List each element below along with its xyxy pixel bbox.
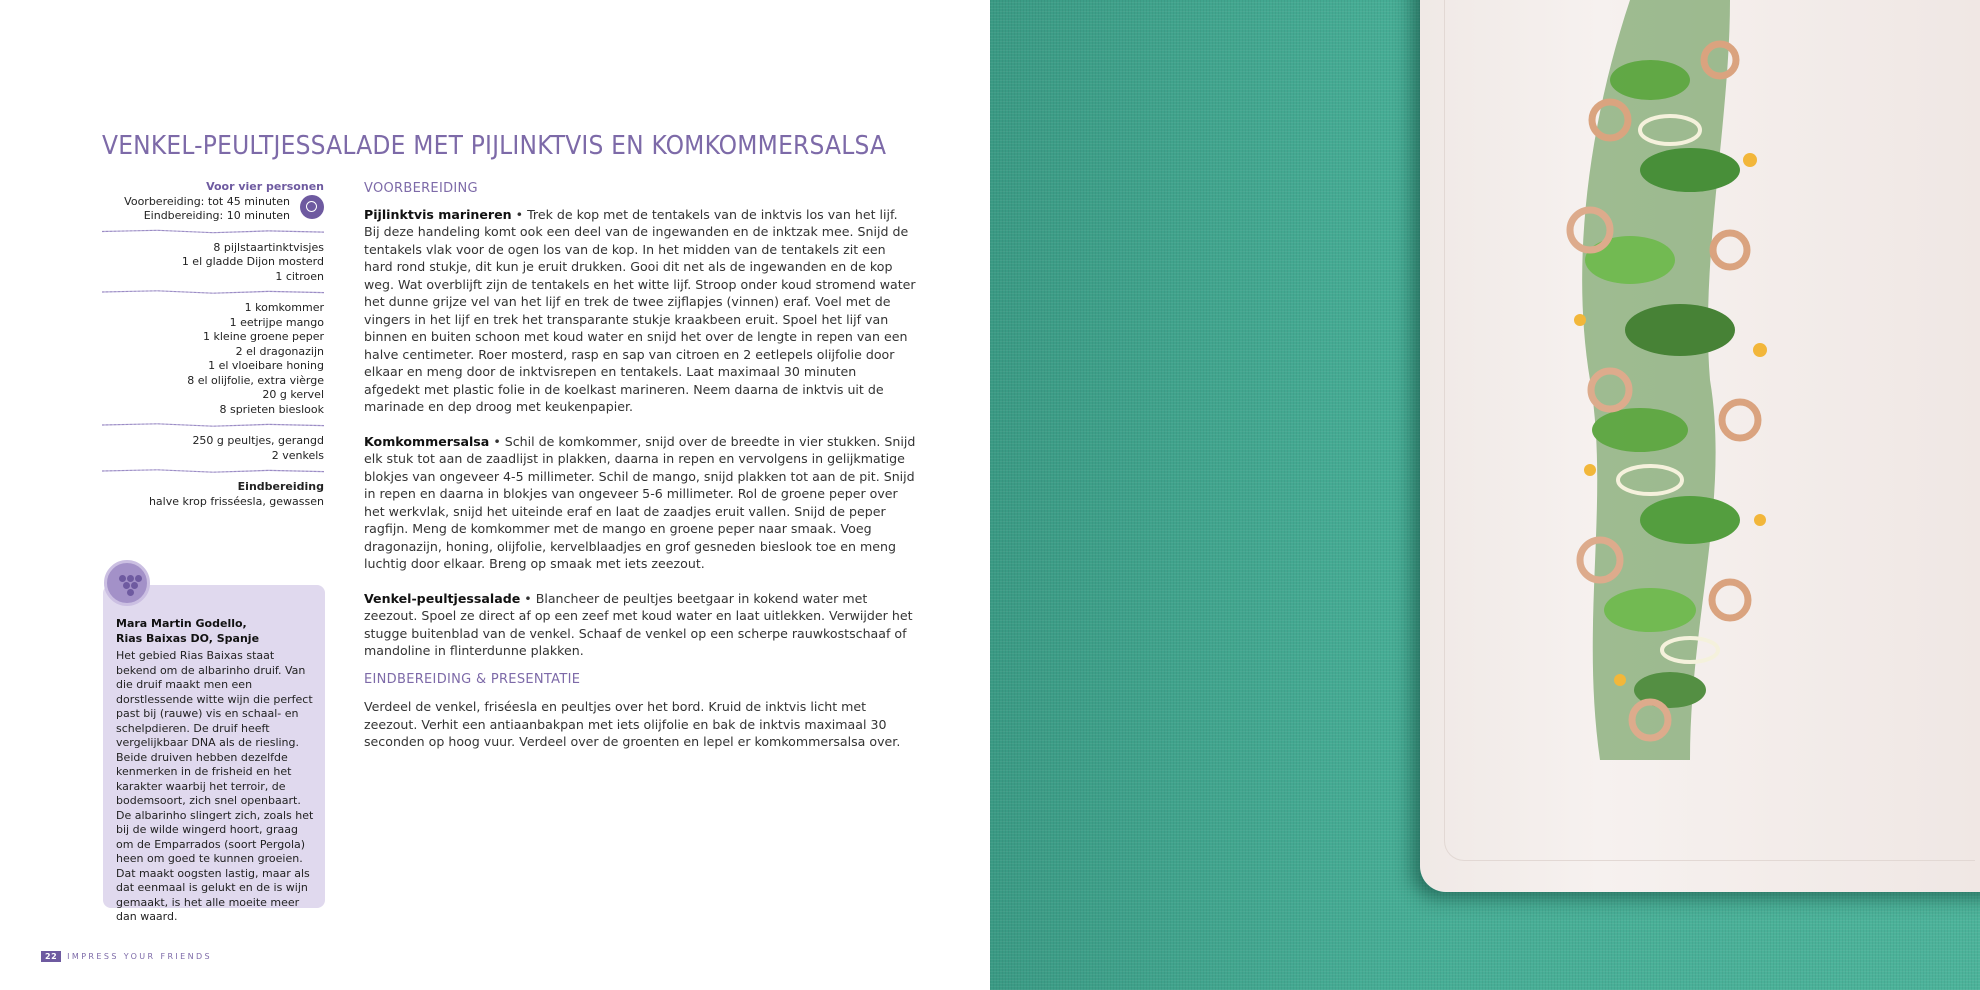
ingredient-item: 1 citroen bbox=[275, 269, 324, 283]
wine-description-2: De albarinho slingert zich, zoals het bij de wilde wingerd hoort, graag om de Emparrados (soort Pergola) heen om goed te kunnen groeien. Dat maakt oogsten lastig, maar als dat eenmaal is gelukt en de is wijn gemaakt, is het alle moeite meer dan waard. bbox=[116, 808, 314, 923]
ingredient-item: 8 sprieten bieslook bbox=[219, 402, 324, 416]
wine-name: Mara Martin Godello, bbox=[116, 617, 247, 630]
recipe-title: VENKEL-PEULTJESSALADE MET PIJLINKTVIS EN KOMKOMMERSALSA bbox=[102, 131, 887, 162]
ingredient-item: 1 el gladde Dijon mosterd bbox=[181, 255, 324, 268]
ingredient-item: halve krop frisséesla, gewassen bbox=[148, 494, 324, 508]
step-paragraph bbox=[364, 433, 916, 573]
step-text: • Blancheer de peultjes beetgaar in kokend water met zeezout. Spoel ze direct af op een zeef met koud water en laat uitlekken. Verwijder het stugge buitenblad van de venkel. Schaaf de venkel op een scherpe rauwkostschaaf of mandoline in flinterdunne plakken. bbox=[364, 590, 913, 658]
divider bbox=[102, 468, 324, 474]
page-footer bbox=[41, 951, 212, 962]
footer-label: IMPRESS YOUR FRIENDS bbox=[67, 952, 213, 961]
food-photo bbox=[990, 0, 1980, 990]
step-paragraph bbox=[364, 206, 916, 416]
step-title: Komkommersalsa bbox=[364, 433, 490, 449]
ingredient-item: 8 el olijfolie, extra vièrge bbox=[187, 373, 324, 387]
salad-illustration bbox=[990, 0, 1980, 990]
ingredient-group-3 bbox=[102, 434, 324, 463]
ingredients-column bbox=[102, 180, 324, 509]
ingredient-group-2 bbox=[102, 301, 324, 417]
servings-label: Voor vier personen bbox=[206, 180, 324, 193]
ingredient-item: 2 venkels bbox=[271, 448, 324, 462]
step-paragraph: Verdeel de venkel, friséesla en peultjes over het bord. Kruid de inktvis licht met zeezout. Verhit een antiaanbakpan met iets olijfolie en bak de inktvis maximaal 30 seconden op hoog vuur. Verdeel over de groenten en lepel er komkommersalsa over. bbox=[364, 699, 901, 749]
divider bbox=[102, 289, 324, 295]
prep-time: Voorbereiding: tot 45 minuten bbox=[124, 194, 290, 208]
divider bbox=[102, 422, 324, 428]
wine-region: Rias Baixas DO, Spanje bbox=[116, 631, 260, 645]
divider bbox=[102, 229, 324, 235]
ingredient-item: 1 el vloeibare honing bbox=[208, 359, 324, 372]
ingredient-item: 1 kleine groene peper bbox=[203, 330, 324, 343]
step-title: Pijlinktvis marineren bbox=[364, 206, 512, 222]
section-heading-presentation: EINDBEREIDING & PRESENTATIE bbox=[364, 671, 581, 687]
ingredient-group-4 bbox=[102, 480, 324, 509]
ingredient-item: 250 g peultjes, gerangd bbox=[192, 434, 324, 447]
wine-pairing-text bbox=[116, 617, 314, 925]
ingredient-item: 20 g kervel bbox=[262, 388, 324, 401]
ingredient-item: 2 el dragonazijn bbox=[235, 344, 324, 358]
ingredient-item: 1 eetrijpe mango bbox=[229, 315, 324, 329]
clock-icon bbox=[300, 195, 324, 219]
grapes-icon bbox=[104, 560, 150, 606]
ingredient-item: 1 komkommer bbox=[244, 301, 324, 314]
method-column bbox=[364, 180, 916, 768]
page-number: 22 bbox=[41, 951, 61, 962]
step-paragraph bbox=[364, 590, 916, 660]
ingredient-item: 8 pijlstaartinktvisjes bbox=[213, 240, 324, 254]
step-text: • Trek de kop met de tentakels van de inktvis los van het lijf. Bij deze handeling komt ook een deel van de ingewanden en de inktzak mee. Snijd de tentakels vlak voor de ogen los van de kop. In het midden van de tentakels zit een hard rond stukje, dit kun je eruit drukken. Gooi dit net als de ingewanden en de kop weg. Wat overblijft zijn de tentakels en het witte lijf. Stroop onder koud stromend water het dunne grijze vel van het lijf en trek de twee zijflapjes (vinnen) eraf. Voel met de vingers in het lijf en trek het transparante stukje kraakbeen eruit. Spoel het lijf van binnen en buiten schoon met koud water en snijd het over de lengte in repen van een halve centimeter. Roer mosterd, rasp en sap van citroen en 2 eetlepels olijfolie door elkaar en meng door de inktvisrepen en tentakels. Laat maximaal 30 minuten afgedekt met plastic folie in de koelkast marineren. Neem daarna de inktvis uit de marinade en dep droog met keukenpapier. bbox=[364, 206, 916, 414]
section-heading-preparation: VOORBEREIDING bbox=[364, 181, 478, 196]
final-time: Eindbereiding: 10 minuten bbox=[143, 209, 290, 222]
step-text: • Schil de komkommer, snijd over de breedte in vier stukken. Snijd elk stuk tot aan de zaadlijst in plakken, daarna in repen en vervolgens in gelijkmatige blokjes van ongeveer 4-5 millimeter. Schil de mango, snijd plakken tot aan de pit. Snijd in repen en daarna in blokjes van ongeveer 5-6 millimeter. Rol de groene peper over het werkvlak, snijd het uiteinde eraf en laat de zaadjes eruit vallen. Snijd de peper ragfijn. Meng de komkommer met de mango en groene peper naar smaak. Voeg dragonazijn, honing, olijfolie, kervelblaadjes en grof gesneden bieslook toe en meng luchtig door elkaar. Breng op smaak met iets zeezout. bbox=[364, 433, 916, 571]
wine-description: Het gebied Rias Baixas staat bekend om de albarinho druif. Van die druif maakt men een dorstlessende witte wijn die perfect past bij (rauwe) vis en schaal- en schelpdieren. De druif heeft vergelijkbaar DNA als de riesling. Beide druiven hebben dezelfde kenmerken in de frisheid en het karakter waarbij het terroir, de bodemsoort, zich snel openbaart. bbox=[116, 649, 313, 807]
ingredient-group-title: Eindbereiding bbox=[237, 480, 324, 493]
time-block bbox=[102, 195, 324, 224]
step-title: Venkel-peultjessalade bbox=[364, 590, 521, 606]
ingredient-group-1 bbox=[102, 241, 324, 285]
